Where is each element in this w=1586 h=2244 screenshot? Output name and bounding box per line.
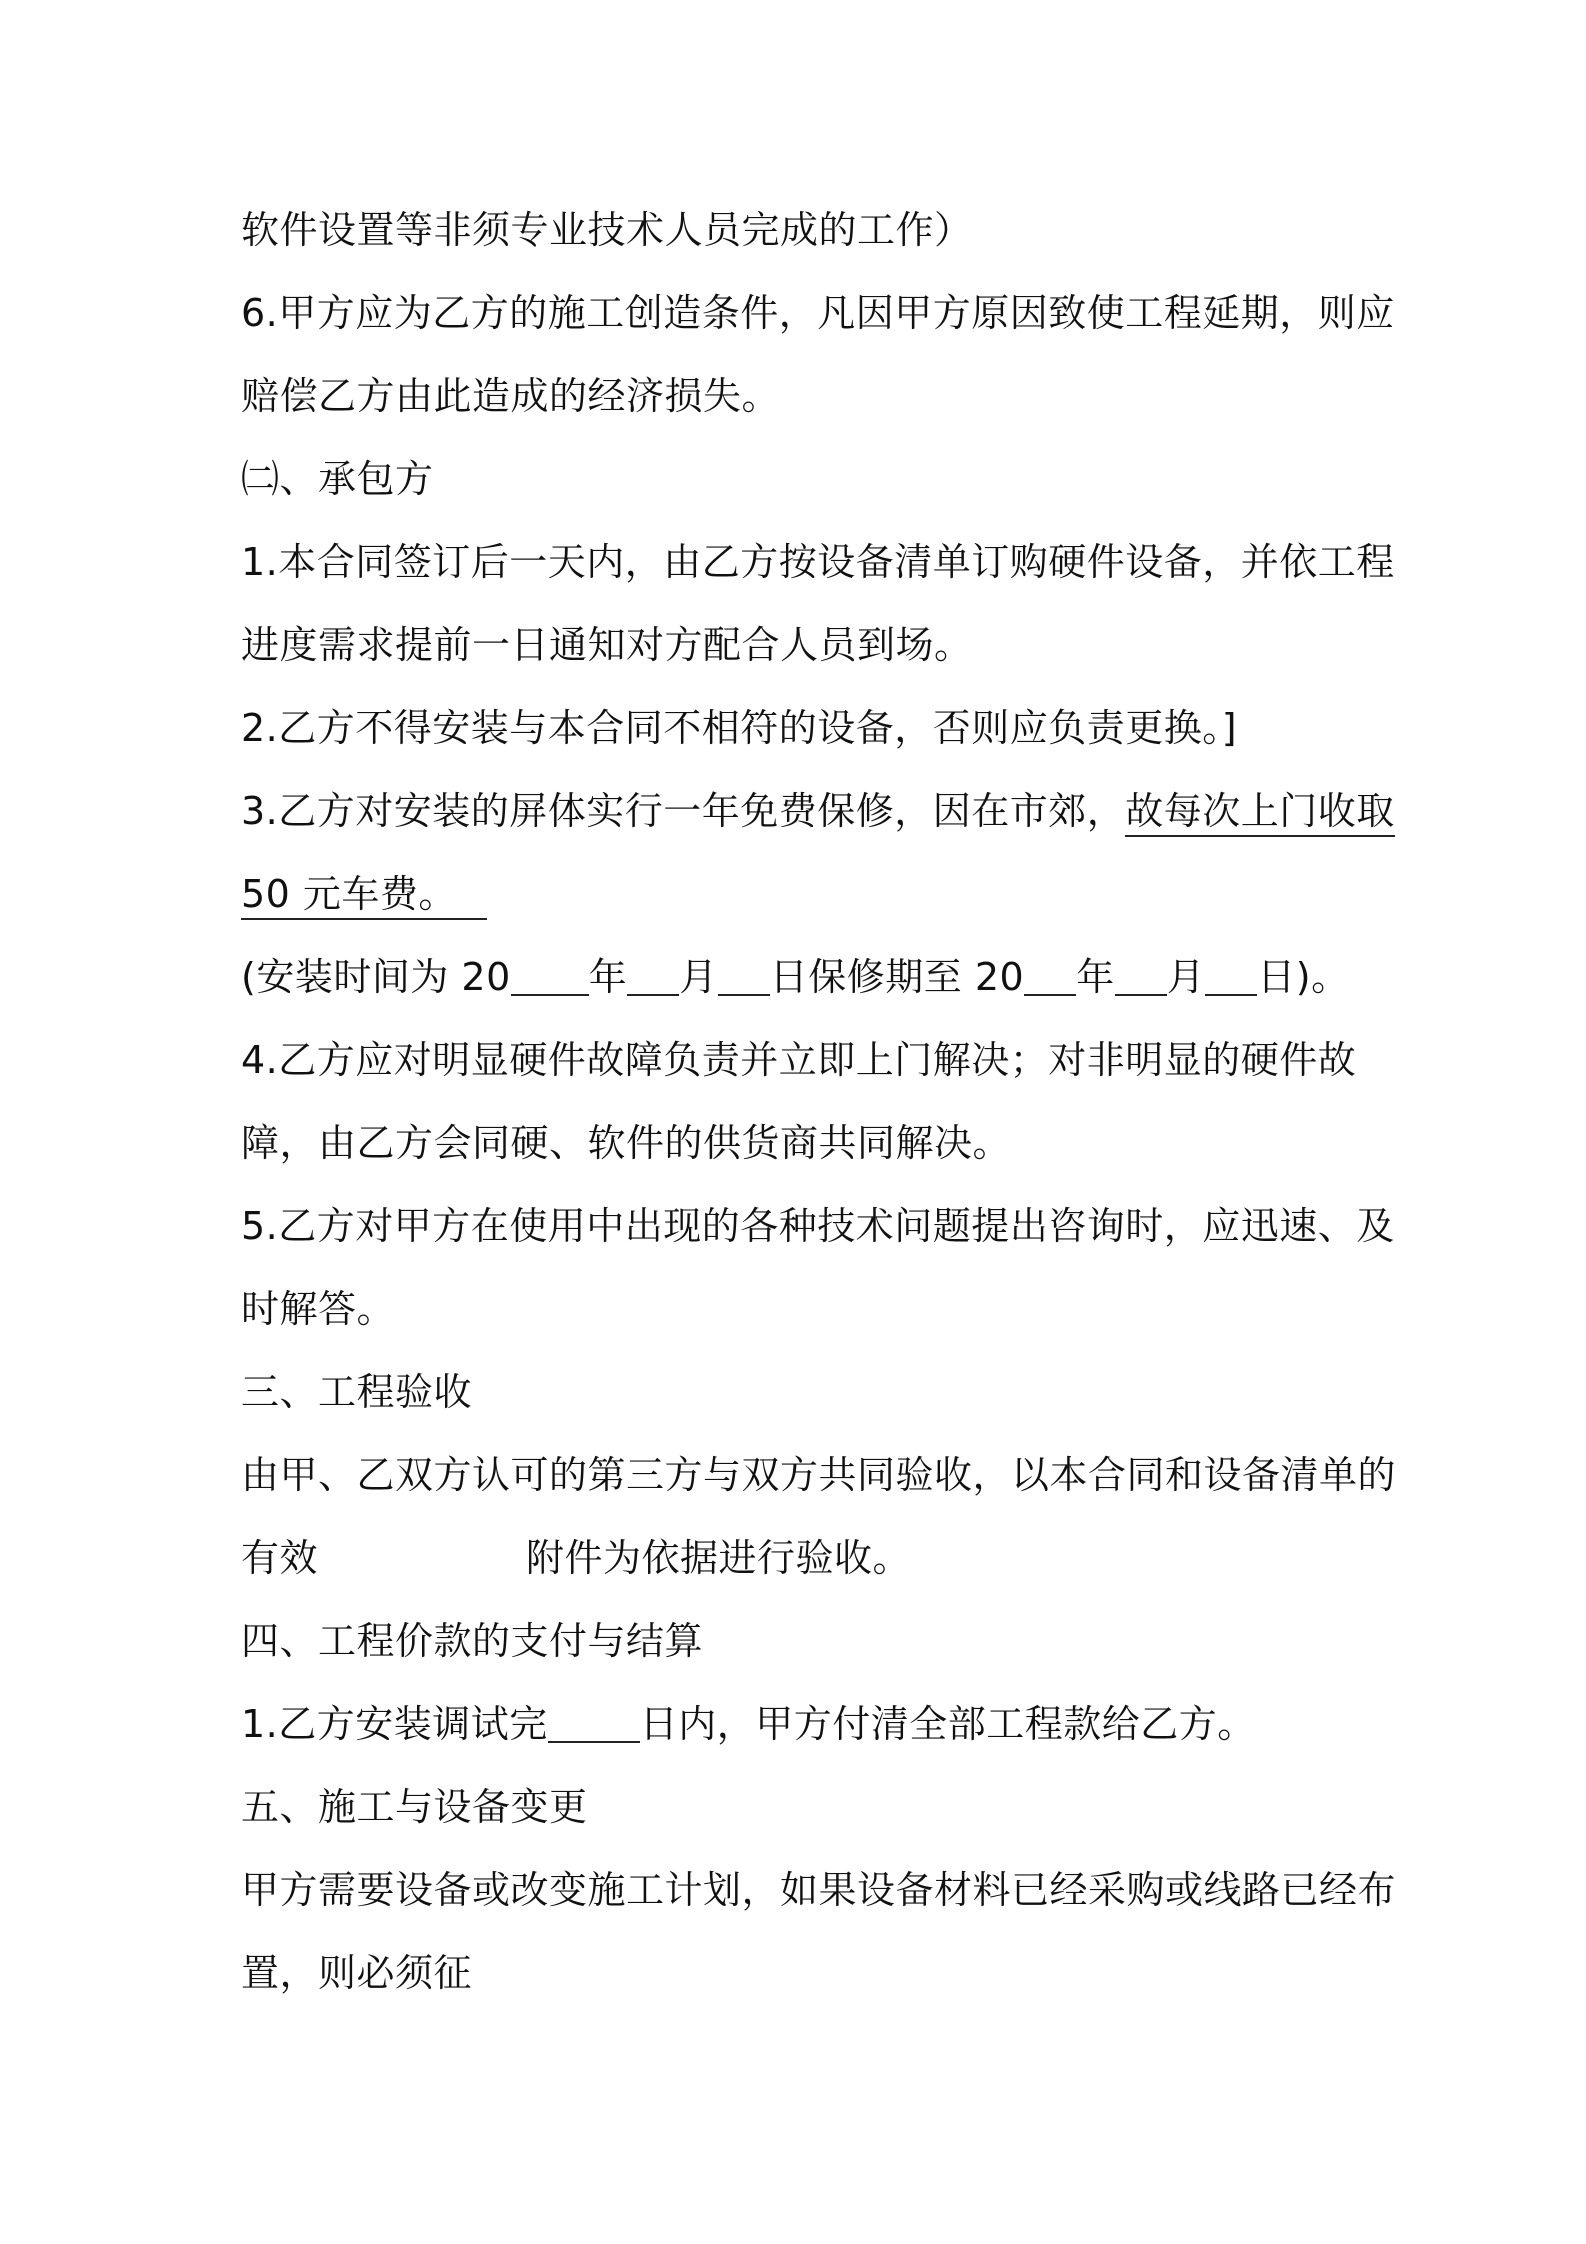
text-line: 1.本合同签订后一天内，由乙方按设备清单订购硬件设备，并依工程 (241, 540, 1395, 584)
text-line (241, 869, 487, 920)
text-line: 软件设置等非须专业技术人员完成的工作） (241, 208, 973, 252)
text-line: 1.乙方安装调试完 日内，甲方付清全部工程款给乙方。 (241, 1702, 1256, 1746)
text-line: 有效 附件为依据进行验收。 (241, 1536, 912, 1580)
blank-field (627, 956, 679, 996)
text-line: 进度需求提前一日通知对方配合人员到场。 (241, 623, 973, 667)
text-line: 赔偿乙方由此造成的经济损失。 (241, 374, 781, 418)
text-line: 6.甲方应为乙方的施工创造条件，凡因甲方原因致使工程延期，则应 (241, 291, 1395, 335)
section-heading: 五、施工与设备变更 (241, 1785, 588, 1829)
text-line: 2.乙方不得安装与本合同不相符的设备，否则应负责更换。] (241, 706, 1238, 750)
blank-field (1024, 956, 1076, 996)
underlined-text: 50 元车费。 (241, 870, 487, 920)
text-line: 3.乙方对安装的屏体实行一年免费保修，因在市郊，故每次上门收取 (241, 786, 1395, 837)
text-line: 4.乙方应对明显硬件故障负责并立即上门解决；对非明显的硬件故 (241, 1038, 1357, 1082)
text-line: 5.乙方对甲方在使用中出现的各种技术问题提出咨询时，应迅速、及 (241, 1204, 1395, 1248)
text-line: 置，则必须征 (241, 1951, 473, 1995)
blank-field (1115, 956, 1167, 996)
text-line: 时解答。 (241, 1287, 396, 1331)
section-heading: 三、工程验收 (241, 1370, 473, 1414)
date-line: (安装时间为 20 年 月 日保修期至 20 年 月 日)。 (241, 955, 1350, 999)
blank-field (548, 1703, 640, 1743)
section-heading: ㈡、承包方 (241, 457, 434, 501)
underlined-text: 故每次上门收取 (1125, 787, 1395, 837)
text-line: 甲方需要设备或改变施工计划，如果设备材料已经采购或线路已经布 (241, 1868, 1397, 1912)
text-line: 障，由乙方会同硬、软件的供货商共同解决。 (241, 1121, 1012, 1165)
section-heading: 四、工程价款的支付与结算 (241, 1619, 704, 1663)
blank-field (511, 956, 589, 996)
blank-field (1205, 956, 1257, 996)
blank-field (718, 956, 770, 996)
text-line: 由甲、乙双方认可的第三方与双方共同验收，以本合同和设备清单的 (241, 1453, 1397, 1497)
